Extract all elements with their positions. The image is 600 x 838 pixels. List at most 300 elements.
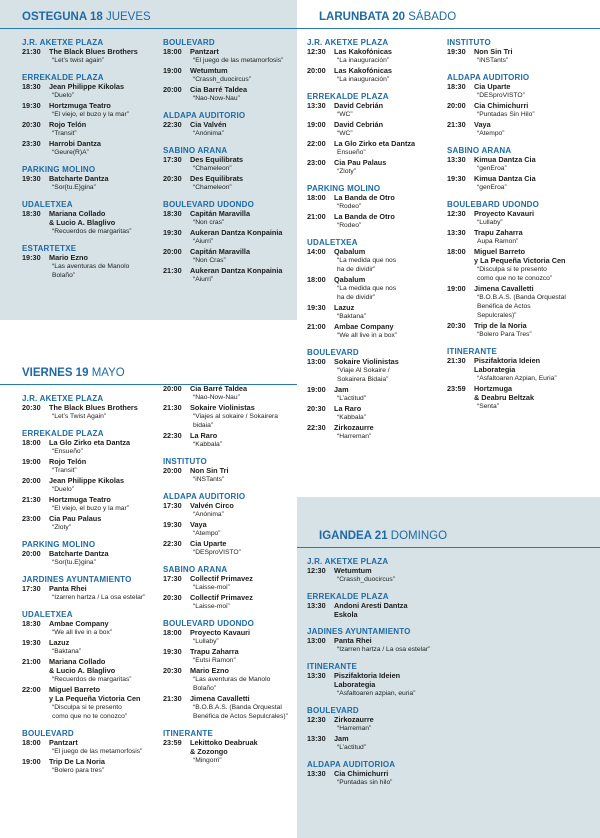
event-performer: Jean Philippe Kikolas bbox=[49, 82, 125, 91]
event-show-title: “Asfaltoaren Azpian, Euria” bbox=[477, 375, 557, 382]
saturday-col1 bbox=[307, 38, 443, 441]
event-item bbox=[163, 647, 297, 665]
event-show-title: “Asfaltoaren azpian, euria” bbox=[337, 690, 416, 697]
venue-heading: SABINO ARANA bbox=[163, 565, 228, 574]
venue-heading: PARKING MOLINO bbox=[22, 540, 96, 549]
event-performer: Proyecto Kavauri bbox=[474, 209, 535, 218]
event-performer: Ambae Company bbox=[49, 619, 109, 628]
venue-heading: BOULEVARD UDONDO bbox=[163, 619, 255, 628]
event-show-title: “Chameleon” bbox=[193, 165, 232, 172]
event-time: 19:00 bbox=[22, 457, 41, 466]
event-item bbox=[307, 47, 443, 65]
sunday-panel bbox=[297, 497, 600, 838]
event-show-title: “DESproVISTO” bbox=[477, 92, 525, 99]
venue-heading: BOULEBARD UDONDO bbox=[447, 200, 540, 209]
event-show-title: “La inauguración” bbox=[337, 57, 390, 64]
event-item bbox=[307, 275, 443, 302]
event-show-title: “Harreman” bbox=[337, 433, 372, 440]
event-item bbox=[307, 357, 443, 384]
event-item bbox=[22, 685, 154, 721]
event-show-title: “El viejo, el buzo y la mar” bbox=[52, 505, 129, 512]
venue-heading: UDALETXEA bbox=[307, 238, 358, 247]
sunday-day: IGANDEA 21 bbox=[319, 530, 388, 542]
venue-heading: J.R. AKETXE PLAZA bbox=[22, 38, 104, 47]
venue-heading: ALDAPA AUDITORIOA bbox=[307, 760, 396, 769]
event-show-title: “La inauguración” bbox=[337, 76, 390, 83]
event-show-title: “El juego de las metamorfosis” bbox=[52, 748, 143, 755]
event-performer: Piszifaktoria Ideien Laborategia bbox=[334, 671, 401, 689]
event-time: 20:00 bbox=[163, 466, 182, 475]
event-item bbox=[447, 120, 597, 138]
event-performer: Wetumtum bbox=[334, 566, 372, 575]
event-time: 12:30 bbox=[307, 47, 326, 56]
venue-heading: UDALETXEA bbox=[22, 610, 73, 619]
event-item bbox=[447, 284, 597, 320]
event-performer: Hortzmuga Teatro bbox=[49, 101, 111, 110]
event-show-title: “Duelo” bbox=[52, 486, 74, 493]
event-performer: Panta Rhei bbox=[49, 584, 87, 593]
event-performer: Zirkozaurre bbox=[334, 715, 374, 724]
event-show-title: “Let’s Twist Again” bbox=[52, 413, 107, 420]
event-performer: Qabalum bbox=[334, 247, 366, 256]
thursday-col2 bbox=[163, 38, 297, 284]
event-item bbox=[163, 47, 297, 65]
event-show-title: “Non cras” bbox=[193, 219, 225, 226]
event-item bbox=[163, 209, 297, 227]
event-show-title: “WC” bbox=[337, 130, 353, 137]
event-item bbox=[307, 158, 443, 176]
event-item bbox=[163, 574, 297, 592]
event-performer: Batcharte Dantza bbox=[49, 549, 109, 558]
event-performer: Panta Rhei bbox=[334, 636, 372, 645]
event-performer: La Banda de Otro bbox=[334, 193, 395, 202]
event-time: 17:30 bbox=[163, 155, 182, 164]
event-item bbox=[447, 82, 597, 100]
venue-heading: BOULEVARD bbox=[307, 706, 359, 715]
venue-heading: BOULEVARD bbox=[307, 348, 359, 357]
event-time: 21:00 bbox=[307, 212, 326, 221]
event-item bbox=[447, 384, 597, 411]
event-time: 23:59 bbox=[163, 738, 182, 747]
event-performer: Ambae Company bbox=[334, 322, 394, 331]
event-time: 20:00 bbox=[22, 476, 41, 485]
event-performer: Jimena Cavalletti bbox=[190, 694, 250, 703]
event-performer: La Glo Zirko eta Dantza bbox=[334, 139, 416, 148]
event-item bbox=[163, 694, 297, 721]
event-performer: Collectif Primavez bbox=[190, 593, 253, 602]
venue-heading: JARDINES AYUNTAMIENTO bbox=[22, 575, 132, 584]
venue-heading: PARKING MOLINO bbox=[307, 184, 381, 193]
event-performer: Rojo Telón bbox=[49, 120, 87, 129]
event-time: 19:30 bbox=[22, 638, 41, 647]
event-show-title: “iNSTants” bbox=[193, 476, 225, 483]
event-item bbox=[307, 636, 487, 654]
event-item bbox=[163, 155, 297, 173]
event-performer: Cia Chimichurri bbox=[334, 769, 389, 778]
event-show-title: “Duelo” bbox=[52, 92, 74, 99]
event-time: 22:30 bbox=[163, 431, 182, 440]
venue-heading: ERREKALDE PLAZA bbox=[307, 592, 389, 601]
event-time: 18:00 bbox=[22, 438, 41, 447]
event-performer: La Glo Zirko eta Dantza bbox=[49, 438, 131, 447]
event-performer: Capitán Maravilla bbox=[190, 247, 251, 256]
friday-day: VIERNES 19 bbox=[22, 367, 89, 379]
event-performer: Kimua Dantza Cia bbox=[474, 155, 536, 164]
event-show-title: “Eutsi Ramon” bbox=[193, 657, 236, 664]
venue-heading: ESTARTETXE bbox=[22, 244, 77, 253]
event-show-title: “Viajes al sokaire / Sokairera bidaia” bbox=[193, 413, 278, 429]
event-time: 21:30 bbox=[447, 120, 466, 129]
event-item bbox=[22, 476, 154, 494]
venue-heading: INSTITUTO bbox=[163, 457, 207, 466]
event-show-title: “Crassh_duocircus” bbox=[193, 76, 251, 83]
event-time: 19:00 bbox=[307, 120, 326, 129]
venue-heading: UDALETXEA bbox=[22, 200, 73, 209]
event-time: 17:30 bbox=[163, 501, 182, 510]
venue-heading: ALDAPA AUDITORIO bbox=[163, 111, 246, 120]
thursday-day-rest: JUEVES bbox=[105, 11, 151, 23]
event-performer: Cia Barré Taldea bbox=[190, 85, 248, 94]
friday-header bbox=[0, 356, 297, 385]
venue-heading: INSTITUTO bbox=[447, 38, 491, 47]
event-time: 23:30 bbox=[22, 139, 41, 148]
venue-heading: BOULEVARD UDONDO bbox=[163, 200, 255, 209]
event-time: 19:00 bbox=[447, 284, 466, 293]
event-item bbox=[22, 495, 154, 513]
event-show-title: “Baktana” bbox=[337, 313, 366, 320]
event-show-title: “B.O.B.A.S. (Banda Orquestal Benéfica de Actos Sepulcrales)” bbox=[477, 294, 566, 319]
event-item bbox=[163, 247, 297, 265]
event-performer: Trip De La Noria bbox=[49, 757, 105, 766]
event-show-title: “Crassh_duocircus” bbox=[337, 576, 395, 583]
event-performer: David Cebrián bbox=[334, 120, 384, 129]
event-item bbox=[307, 404, 443, 422]
event-item bbox=[307, 566, 487, 584]
event-show-title: “El viejo, el buzo y la mar” bbox=[52, 111, 129, 118]
event-item bbox=[22, 82, 154, 100]
venue-heading: J.R. AKETXE PLAZA bbox=[307, 38, 389, 47]
event-time: 20:00 bbox=[163, 384, 182, 393]
event-time: 13:30 bbox=[447, 155, 466, 164]
event-performer: Sokaire Violinistas bbox=[190, 403, 255, 412]
event-performer: Miguel Barreto y La Pequeña Victoria Cen bbox=[49, 685, 141, 703]
event-item bbox=[307, 139, 443, 157]
event-performer: Jimena Cavalletti bbox=[474, 284, 534, 293]
event-show-title: “Anónima” bbox=[193, 130, 224, 137]
event-item bbox=[22, 174, 154, 192]
friday-panel bbox=[0, 320, 297, 838]
event-performer: Piszifaktoria Ideien Laborategia bbox=[474, 356, 541, 374]
event-show-title: Aupa Ramon” bbox=[477, 238, 519, 245]
event-item bbox=[307, 247, 443, 274]
event-performer: Cia Valvén bbox=[190, 120, 227, 129]
event-performer: Jam bbox=[334, 734, 349, 743]
event-show-title: “Senta” bbox=[477, 403, 499, 410]
event-item bbox=[22, 619, 154, 637]
event-item bbox=[22, 584, 154, 602]
event-performer: The Black Blues Brothers bbox=[49, 47, 138, 56]
event-item bbox=[447, 174, 597, 192]
event-time: 13:30 bbox=[307, 601, 326, 610]
event-time: 18:30 bbox=[22, 619, 41, 628]
saturday-header bbox=[297, 0, 600, 29]
event-show-title: “Bolero para tres” bbox=[52, 767, 105, 774]
event-time: 22:30 bbox=[307, 423, 326, 432]
event-show-title: “Zloty” bbox=[337, 168, 356, 175]
event-show-title: “B.O.B.A.S. (Banda Orquestal Benéfica de Actos Sepulcrales)” bbox=[193, 704, 288, 720]
event-time: 21:00 bbox=[307, 322, 326, 331]
event-item bbox=[447, 228, 597, 246]
event-item bbox=[163, 266, 297, 284]
event-performer: Trapu Zaharra bbox=[190, 647, 239, 656]
event-show-title: “Harreman” bbox=[337, 725, 372, 732]
event-item bbox=[307, 385, 443, 403]
event-time: 20:30 bbox=[163, 593, 182, 602]
event-time: 19:30 bbox=[447, 47, 466, 56]
event-performer: Lekittoko Deabruak & Zozongo bbox=[190, 738, 258, 756]
venue-heading: ERREKALDE PLAZA bbox=[22, 429, 104, 438]
event-time: 14:00 bbox=[307, 247, 326, 256]
event-performer: Cia Uparte bbox=[190, 539, 227, 548]
event-time: 20:00 bbox=[447, 101, 466, 110]
event-performer: Des Equilibrats bbox=[190, 174, 244, 183]
event-time: 21:30 bbox=[22, 47, 41, 56]
sunday-header bbox=[297, 519, 600, 548]
event-performer: Batcharte Dantza bbox=[49, 174, 109, 183]
event-time: 21:00 bbox=[22, 657, 41, 666]
event-show-title: “Disculpa si te presento como que no te conozco” bbox=[52, 704, 128, 720]
event-time: 19:30 bbox=[22, 174, 41, 183]
event-performer: Valvén Circo bbox=[190, 501, 234, 510]
event-show-title: “Viaje Al Sokaire / Sokairera Bidaia” bbox=[337, 367, 390, 383]
event-item bbox=[22, 209, 154, 236]
event-time: 18:00 bbox=[163, 47, 182, 56]
event-time: 12:30 bbox=[447, 209, 466, 218]
venue-heading: BOULEVARD bbox=[22, 729, 74, 738]
event-performer: Cia Pau Palaus bbox=[49, 514, 102, 523]
event-item bbox=[163, 539, 297, 557]
event-performer: Mariana Collado & Lucio A. Blaglivo bbox=[49, 209, 116, 227]
event-show-title: “Aiurri” bbox=[193, 238, 214, 245]
event-show-title: “Laisse-moi” bbox=[193, 584, 230, 591]
event-item bbox=[307, 120, 443, 138]
event-show-title: “Sor{tu.E}gina” bbox=[52, 559, 96, 566]
event-performer: Pantzart bbox=[190, 47, 219, 56]
event-show-title: “We all live in a box” bbox=[52, 629, 113, 636]
event-time: 19:30 bbox=[163, 647, 182, 656]
event-time: 13:30 bbox=[307, 769, 326, 778]
event-item bbox=[447, 356, 597, 383]
friday-col1 bbox=[22, 394, 154, 775]
event-item bbox=[307, 601, 487, 619]
sunday-col1 bbox=[307, 557, 487, 787]
event-performer: Hortzmuga & Deabru Beltzak bbox=[474, 384, 535, 402]
event-time: 22:00 bbox=[22, 685, 41, 694]
event-performer: Las Kakofónicas bbox=[334, 47, 392, 56]
sunday-day-rest: DOMINGO bbox=[390, 530, 448, 542]
event-show-title: “Laisse-moi” bbox=[193, 603, 230, 610]
event-performer: Lazuz bbox=[334, 303, 355, 312]
event-item bbox=[307, 423, 443, 441]
event-show-title: “Non Cras” bbox=[193, 257, 226, 264]
event-performer: Cia Uparte bbox=[474, 82, 511, 91]
event-show-title: “Baktana” bbox=[52, 648, 81, 655]
venue-heading: ALDAPA AUDITORIO bbox=[163, 492, 246, 501]
event-show-title: “Kabbala” bbox=[193, 441, 222, 448]
event-performer: Vaya bbox=[474, 120, 491, 129]
event-performer: Collectif Primavez bbox=[190, 574, 253, 583]
event-performer: Hortzmuga Teatro bbox=[49, 495, 111, 504]
event-time: 18:30 bbox=[447, 82, 466, 91]
event-item bbox=[22, 638, 154, 656]
event-performer: Sokaire Violinistas bbox=[334, 357, 399, 366]
event-show-title: “L’actitud” bbox=[337, 395, 366, 402]
event-performer: Trip de la Noria bbox=[474, 321, 527, 330]
event-time: 19:30 bbox=[307, 303, 326, 312]
event-performer: Pantzart bbox=[49, 738, 78, 747]
event-performer: Qabalum bbox=[334, 275, 366, 284]
thursday-day: OSTEGUNA 18 bbox=[22, 11, 103, 23]
event-show-title: “Mingorri” bbox=[193, 757, 222, 764]
event-show-title: “Atempo” bbox=[193, 530, 221, 537]
event-time: 20:30 bbox=[163, 174, 182, 183]
event-time: 13:30 bbox=[307, 671, 326, 680]
venue-heading: ITINERANTE bbox=[163, 729, 213, 738]
event-item bbox=[163, 466, 297, 484]
event-performer: Mario Ezno bbox=[190, 666, 229, 675]
thursday-col1 bbox=[22, 38, 154, 280]
event-show-title: “WC” bbox=[337, 111, 353, 118]
event-time: 13:00 bbox=[307, 636, 326, 645]
event-show-title: “Geure(R)A” bbox=[52, 149, 89, 156]
event-item bbox=[22, 549, 154, 567]
event-time: 21:30 bbox=[447, 356, 466, 365]
event-item bbox=[447, 321, 597, 339]
event-performer: La Banda de Otro bbox=[334, 212, 395, 221]
event-show-title: “Lullaby” bbox=[193, 638, 219, 645]
event-show-title: “Las aventuras de Manolo Bolaño” bbox=[52, 263, 130, 279]
event-item bbox=[163, 593, 297, 611]
event-time: 18:00 bbox=[447, 247, 466, 256]
venue-heading: J.R. AKETXE PLAZA bbox=[307, 557, 389, 566]
event-show-title: “Las aventuras de Manolo Bolaño” bbox=[193, 676, 271, 692]
event-performer: Trapu Zaharra bbox=[474, 228, 523, 237]
event-time: 20:00 bbox=[163, 85, 182, 94]
event-item bbox=[22, 101, 154, 119]
event-item bbox=[447, 101, 597, 119]
event-item bbox=[307, 212, 443, 230]
event-show-title: “Ensueño” bbox=[52, 448, 83, 455]
venue-heading: SABINO ARANA bbox=[447, 146, 512, 155]
venue-heading: BOULEVARD bbox=[163, 38, 215, 47]
event-show-title: “Sor{tu.E}gina” bbox=[52, 184, 96, 191]
event-time: 13:30 bbox=[307, 734, 326, 743]
event-performer: The Black Blues Brothers bbox=[49, 403, 138, 412]
event-time: 22:30 bbox=[163, 539, 182, 548]
event-show-title: “genEroa” bbox=[477, 165, 507, 172]
venue-heading: PARKING MOLINO bbox=[22, 165, 96, 174]
venue-heading: ERREKALDE PLAZA bbox=[22, 73, 104, 82]
event-time: 23:59 bbox=[447, 384, 466, 393]
event-item bbox=[22, 139, 154, 157]
event-item bbox=[163, 66, 297, 84]
friday-col2 bbox=[163, 384, 297, 765]
event-time: 17:30 bbox=[22, 584, 41, 593]
event-show-title: “Izarren hartza / La osa estelar” bbox=[52, 594, 146, 601]
event-performer: Aukeran Dantza Konpainia bbox=[190, 266, 283, 275]
event-time: 20:30 bbox=[447, 321, 466, 330]
event-item bbox=[163, 501, 297, 519]
event-item bbox=[307, 322, 443, 340]
event-time: 23:00 bbox=[22, 514, 41, 523]
event-time: 20:30 bbox=[163, 666, 182, 675]
event-item bbox=[307, 671, 487, 698]
event-item bbox=[307, 303, 443, 321]
event-time: 20:30 bbox=[22, 403, 41, 412]
event-performer: Cia Pau Palaus bbox=[334, 158, 387, 167]
event-time: 17:30 bbox=[163, 574, 182, 583]
event-performer: Mariana Collado & Lucio A. Blaglivo bbox=[49, 657, 116, 675]
event-time: 19:00 bbox=[22, 757, 41, 766]
event-performer: Miguel Barreto y La Pequeña Victoria Cen bbox=[474, 247, 566, 265]
event-time: 19:30 bbox=[447, 174, 466, 183]
event-show-title: “We all live in a box” bbox=[337, 332, 398, 339]
event-item bbox=[22, 457, 154, 475]
event-time: 20:00 bbox=[163, 247, 182, 256]
event-performer: David Cebrián bbox=[334, 101, 384, 110]
event-time: 13:30 bbox=[447, 228, 466, 237]
venue-heading: ITINERANTE bbox=[447, 347, 497, 356]
event-item bbox=[22, 657, 154, 684]
event-show-title: “Puntadas sin hilo” bbox=[337, 779, 393, 786]
event-show-title: “Let’s twist again” bbox=[52, 57, 104, 64]
event-performer: Vaya bbox=[190, 520, 207, 529]
event-item bbox=[447, 155, 597, 173]
event-time: 18:00 bbox=[307, 193, 326, 202]
event-show-title: “Nao-Now-Nau” bbox=[193, 95, 240, 102]
event-time: 22:30 bbox=[163, 120, 182, 129]
event-time: 19:00 bbox=[307, 385, 326, 394]
event-item bbox=[22, 120, 154, 138]
event-show-title: “Bolero Para Tres” bbox=[477, 331, 532, 338]
event-show-title: “genEroa” bbox=[477, 184, 507, 191]
event-time: 20:00 bbox=[22, 549, 41, 558]
event-show-title: Ensueño” bbox=[337, 149, 366, 156]
event-time: 23:00 bbox=[307, 158, 326, 167]
event-performer: Cia Chimichurri bbox=[474, 101, 529, 110]
event-show-title: “Rodeo” bbox=[337, 222, 362, 229]
event-item bbox=[307, 101, 443, 119]
event-time: 19:30 bbox=[22, 101, 41, 110]
event-performer: Andoni Aresti Dantza Eskola bbox=[334, 601, 408, 619]
event-time: 21:30 bbox=[163, 403, 182, 412]
event-item bbox=[163, 520, 297, 538]
event-item bbox=[307, 734, 487, 752]
event-item bbox=[163, 85, 297, 103]
event-show-title: “Atempo” bbox=[477, 130, 505, 137]
event-show-title: “Recuerdos de margaritas” bbox=[52, 228, 132, 235]
event-time: 21:30 bbox=[163, 694, 182, 703]
event-item bbox=[163, 403, 297, 430]
event-performer: Jam bbox=[334, 385, 349, 394]
thursday-panel bbox=[0, 0, 297, 320]
venue-heading: ERREKALDE PLAZA bbox=[307, 92, 389, 101]
event-show-title: “Lullaby” bbox=[477, 219, 503, 226]
event-time: 18:00 bbox=[163, 628, 182, 637]
event-item bbox=[307, 66, 443, 84]
event-performer: Non Sin Tri bbox=[474, 47, 513, 56]
event-item bbox=[163, 431, 297, 449]
